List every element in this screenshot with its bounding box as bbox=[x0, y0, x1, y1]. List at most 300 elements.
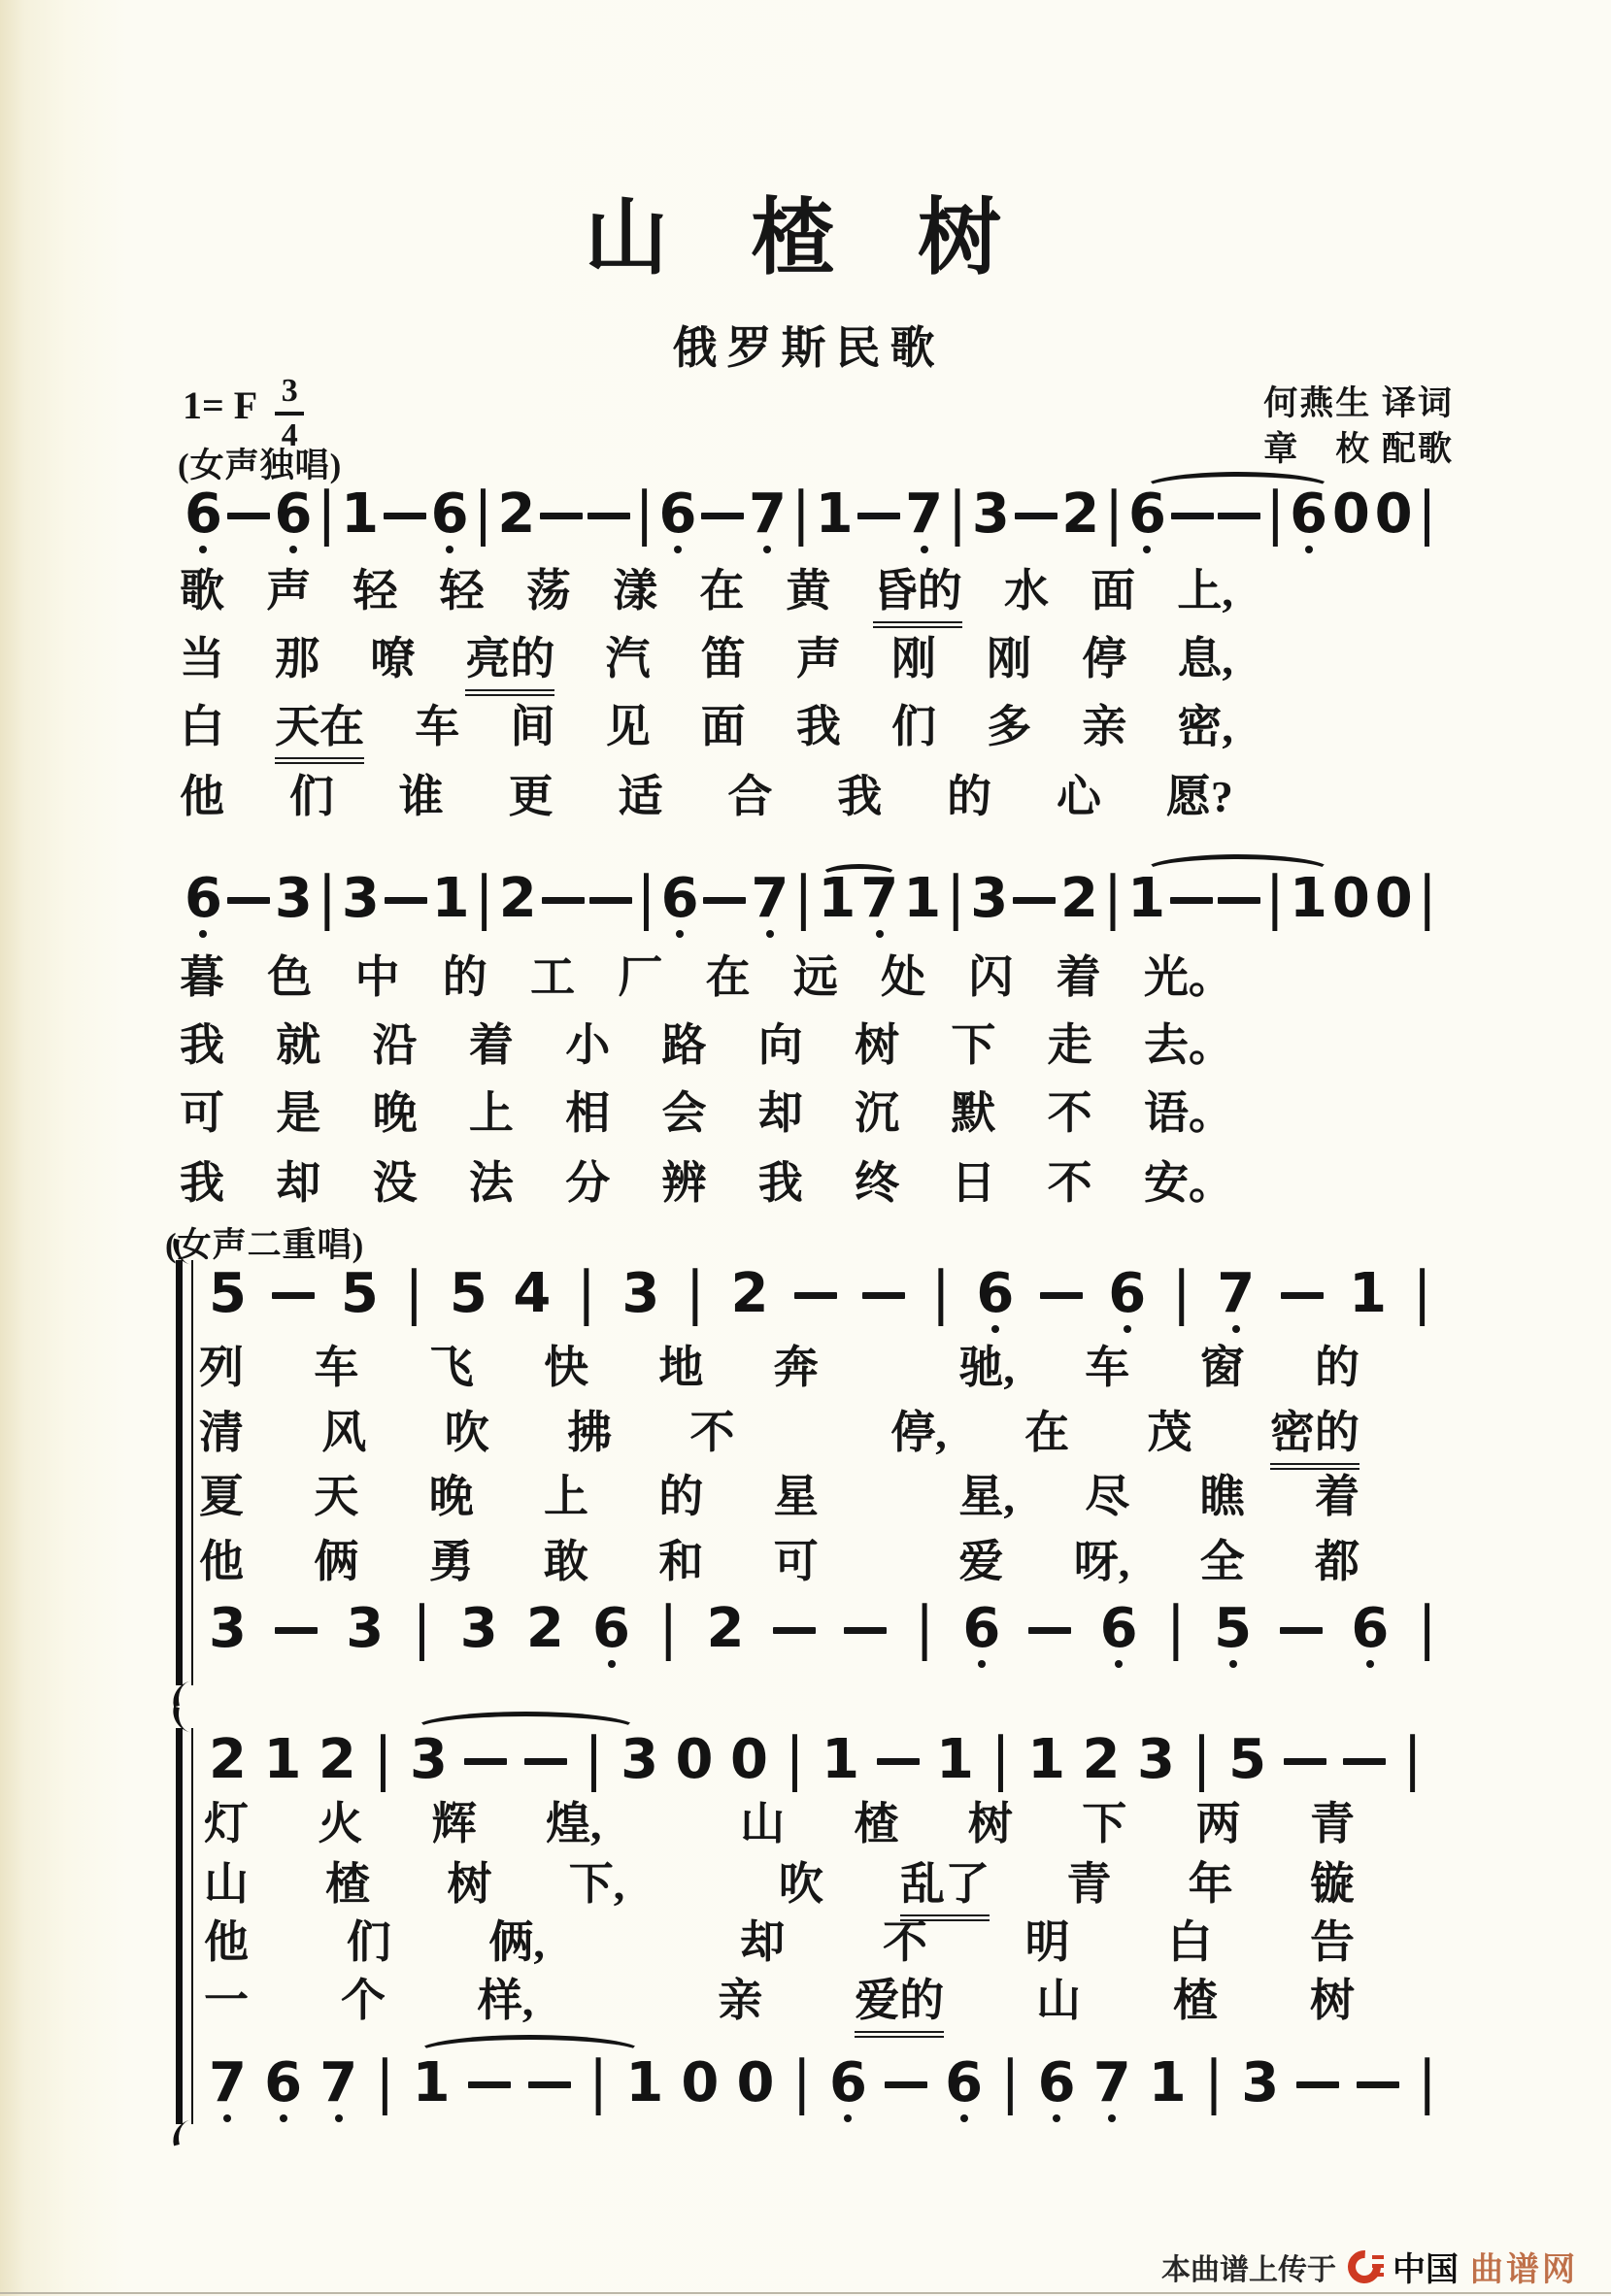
note-token: 1 bbox=[1027, 1728, 1066, 1791]
lyric-syllable: 停, bbox=[890, 1408, 947, 1457]
note-token: | bbox=[412, 1594, 432, 1662]
note-token bbox=[272, 1292, 315, 1299]
footer-upload-text: 本曲谱上传于 bbox=[1161, 2253, 1336, 2286]
lyric-syllable: 向 bbox=[757, 1020, 803, 1070]
lyric-syllable: 树 bbox=[967, 1799, 1013, 1848]
lyric-syllable: 愿? bbox=[1165, 772, 1233, 821]
note-token: 0 bbox=[681, 2051, 720, 2114]
note-token: 7 bbox=[905, 482, 944, 546]
lyric-syllable: 告 bbox=[1310, 1917, 1355, 1967]
note-token bbox=[844, 1627, 887, 1634]
credit-arranger: 章 枚 配歌 bbox=[1263, 430, 1454, 468]
note-token: | bbox=[946, 864, 966, 932]
lyric-syllable: 吹 bbox=[778, 1859, 823, 1909]
lyric-syllable: 青 bbox=[1309, 1799, 1355, 1848]
lyric-syllable: 山 bbox=[204, 1859, 249, 1909]
lyric-syllable: 终 bbox=[855, 1158, 900, 1208]
lyric-syllable: 刚 bbox=[987, 634, 1032, 683]
lyric-syllable: 笛 bbox=[700, 634, 746, 683]
lyric-line-duet2-4 bbox=[204, 1973, 1355, 2038]
lyric-syllable: 不 bbox=[689, 1408, 735, 1457]
note-token bbox=[275, 1627, 318, 1634]
note-token: | bbox=[1417, 480, 1437, 548]
lyric-line-duet1-3 bbox=[199, 1469, 1359, 1525]
note-token: 5 bbox=[209, 1262, 247, 1325]
lyric-syllable: 嘹 bbox=[370, 634, 416, 683]
note-token: 6 bbox=[1351, 1597, 1390, 1660]
lyric-line-v2-2 bbox=[180, 1017, 1233, 1074]
lyric-syllable: 瞧 bbox=[1199, 1472, 1245, 1521]
note-token bbox=[524, 1758, 567, 1765]
footer-brand-china: 中国 bbox=[1393, 2252, 1459, 2288]
lyric-syllable: 清 bbox=[199, 1408, 244, 1457]
lyric-syllable: 面 bbox=[700, 702, 746, 751]
note-token: | bbox=[930, 1259, 951, 1327]
lyric-syllable: 会 bbox=[661, 1088, 707, 1138]
lyric-syllable: 着 bbox=[468, 1020, 514, 1070]
notation-line-duet2-lower bbox=[209, 2048, 1437, 2126]
lyric-syllable: 年 bbox=[1188, 1859, 1233, 1909]
note-token: 7 bbox=[1217, 1262, 1256, 1325]
lyric-syllable: 辨 bbox=[661, 1158, 707, 1208]
note-token: 2 bbox=[209, 1728, 247, 1791]
note-token: 6 bbox=[185, 867, 222, 930]
jianpu-notes bbox=[209, 1259, 1432, 1337]
lyric-syllable: 着 bbox=[1314, 1472, 1359, 1521]
lyric-syllable: 在 bbox=[699, 566, 745, 616]
note-token: | bbox=[785, 1725, 805, 1793]
lyric-syllable: 乱了 bbox=[900, 1856, 990, 1921]
lyric-syllable: 天在 bbox=[275, 699, 364, 764]
lyric-syllable: 列 bbox=[199, 1343, 244, 1392]
note-token: 1 bbox=[935, 1728, 974, 1791]
lyric-syllable: 沉 bbox=[855, 1088, 900, 1138]
note-token: | bbox=[317, 864, 337, 932]
lyric-syllable: 心 bbox=[1057, 772, 1101, 821]
note-token: 0 bbox=[729, 1728, 768, 1791]
note-token bbox=[1343, 1758, 1386, 1765]
lyric-syllable: 呀, bbox=[1073, 1537, 1130, 1586]
lyric-syllable: 见 bbox=[605, 702, 651, 751]
lyric-syllable: 上 bbox=[468, 1088, 514, 1138]
note-token: 2 bbox=[706, 1597, 745, 1660]
note-token: | bbox=[914, 1594, 935, 1662]
lyric-syllable: 亲 bbox=[718, 1976, 763, 2025]
note-token: 5 bbox=[1228, 1728, 1267, 1791]
lyric-syllable: 勇 bbox=[428, 1537, 474, 1586]
note-token: 6 bbox=[592, 1597, 630, 1660]
jianpu-notes bbox=[209, 2048, 1437, 2126]
lyric-syllable: 漾 bbox=[613, 566, 658, 616]
notation-line-duet1-upper bbox=[209, 1259, 1432, 1337]
lyric-syllable: 车 bbox=[314, 1343, 359, 1392]
note-token: 1 bbox=[625, 2051, 664, 2114]
note-token: 0 bbox=[1331, 867, 1370, 930]
lyric-syllable: 着 bbox=[1056, 952, 1101, 1002]
lyric-syllable: 他 bbox=[180, 772, 224, 821]
lyric-syllable: 间 bbox=[510, 702, 555, 751]
lyric-syllable: 远 bbox=[792, 952, 838, 1002]
lyric-syllable: 默 bbox=[951, 1088, 996, 1138]
lyric-syllable: 闪 bbox=[968, 952, 1014, 1002]
lyric-syllable: 两 bbox=[1195, 1799, 1241, 1848]
note-token: | bbox=[1417, 864, 1437, 932]
note-token: | bbox=[636, 864, 656, 932]
lyric-syllable: 的 bbox=[947, 772, 992, 821]
note-token: 6 bbox=[1108, 1262, 1147, 1325]
lyric-syllable: 当 bbox=[180, 634, 224, 683]
note-token: 6 bbox=[1037, 2051, 1076, 2114]
lyric-syllable: 镟 bbox=[1309, 1859, 1355, 1909]
lyric-syllable: 亲 bbox=[1082, 702, 1127, 751]
lyric-syllable: 我 bbox=[180, 1158, 224, 1208]
lyric-syllable: 茂 bbox=[1147, 1408, 1192, 1457]
note-token bbox=[1218, 513, 1260, 519]
lyric-syllable: 不 bbox=[1047, 1158, 1092, 1208]
footer bbox=[0, 2243, 1578, 2290]
note-token: | bbox=[474, 864, 494, 932]
system-brace bbox=[176, 1260, 193, 1685]
lyric-syllable: 青 bbox=[1066, 1859, 1112, 1909]
note-token bbox=[227, 513, 270, 519]
note-token: 6 bbox=[1099, 1597, 1138, 1660]
notation-line-solo-2 bbox=[185, 864, 1437, 942]
note-token: 5 bbox=[1214, 1597, 1253, 1660]
lyric-syllable: 歌 bbox=[180, 566, 224, 616]
note-token: 1 bbox=[1148, 2051, 1187, 2114]
note-token: | bbox=[317, 480, 337, 548]
lyric-syllable: 路 bbox=[661, 1020, 707, 1070]
lyric-syllable: 就 bbox=[276, 1020, 321, 1070]
lyric-syllable: 星, bbox=[958, 1472, 1015, 1521]
lyric-syllable: 样, bbox=[477, 1976, 534, 2025]
lyric-syllable: 停 bbox=[1082, 634, 1127, 683]
lyric-syllable: 灯 bbox=[204, 1799, 249, 1848]
note-token bbox=[794, 1292, 837, 1299]
note-token bbox=[384, 513, 426, 519]
note-token bbox=[701, 513, 744, 519]
note-token: 3 bbox=[341, 867, 380, 930]
note-token: | bbox=[658, 1594, 679, 1662]
note-token: 6 bbox=[264, 2051, 303, 2114]
lyric-syllable: 安。 bbox=[1143, 1158, 1233, 1208]
note-token bbox=[1015, 513, 1057, 519]
meter-denominator: 4 bbox=[281, 417, 298, 453]
note-token bbox=[857, 513, 900, 519]
lyric-syllable: 窗 bbox=[1199, 1343, 1245, 1392]
lyric-syllable: 晚 bbox=[428, 1472, 474, 1521]
lyric-syllable: 适 bbox=[618, 772, 663, 821]
note-token bbox=[1040, 1292, 1083, 1299]
lyric-syllable: 敢 bbox=[544, 1537, 589, 1586]
note-token: | bbox=[404, 1259, 424, 1327]
note-token: | bbox=[584, 1725, 604, 1793]
note-token: 3 bbox=[209, 1597, 247, 1660]
lyric-syllable: 荡 bbox=[525, 566, 571, 616]
lyric-syllable: 下 bbox=[1082, 1799, 1127, 1848]
note-token: | bbox=[947, 480, 968, 548]
lyric-syllable: 那 bbox=[275, 634, 320, 683]
lyric-syllable: 却 bbox=[276, 1158, 321, 1208]
lyric-syllable: 我 bbox=[757, 1158, 803, 1208]
note-token: 1 bbox=[431, 867, 470, 930]
key-tonic: 1= F bbox=[183, 383, 258, 427]
note-token: 1 bbox=[412, 2051, 451, 2114]
lyric-syllable: 白 bbox=[1167, 1917, 1213, 1967]
note-token: 6 bbox=[185, 482, 222, 546]
note-token: 0 bbox=[1374, 482, 1413, 546]
section-label-duet: (女声二重唱) bbox=[165, 1226, 365, 1264]
lyric-syllable: 处 bbox=[881, 952, 926, 1002]
lyric-syllable: 飞 bbox=[428, 1343, 474, 1392]
lyric-syllable: 上, bbox=[1177, 566, 1233, 616]
lyric-syllable: 我 bbox=[795, 702, 841, 751]
note-token: | bbox=[1171, 1259, 1191, 1327]
lyric-syllable: 一 bbox=[204, 1976, 249, 2025]
lyric-syllable: 晚 bbox=[372, 1088, 418, 1138]
notation-line-duet2-upper bbox=[209, 1725, 1423, 1803]
jianpu-notes bbox=[209, 1725, 1423, 1803]
note-token: 4 bbox=[513, 1262, 552, 1325]
lyric-syllable: 俩 bbox=[314, 1537, 359, 1586]
note-token: 6 bbox=[945, 2051, 984, 2114]
note-token: 7 bbox=[751, 867, 789, 930]
lyric-syllable: 奔 bbox=[773, 1343, 819, 1392]
lyric-syllable: 走 bbox=[1047, 1020, 1092, 1070]
note-token: 5 bbox=[340, 1262, 379, 1325]
note-token: | bbox=[1102, 864, 1124, 932]
lyric-syllable: 树 bbox=[855, 1020, 900, 1070]
meter-bar bbox=[275, 412, 304, 416]
note-token: 6 bbox=[828, 2051, 867, 2114]
note-token: 2 bbox=[1061, 482, 1100, 546]
note-token: 3 bbox=[410, 1728, 448, 1791]
note-token bbox=[1013, 897, 1056, 904]
lyric-syllable: 树 bbox=[1310, 1976, 1355, 2025]
lyric-syllable: 更 bbox=[508, 772, 554, 821]
lyric-line-v1-2 bbox=[180, 631, 1233, 696]
notation-line-duet1-lower bbox=[209, 1594, 1437, 1672]
lyric-line-v1-3 bbox=[180, 699, 1233, 764]
note-token bbox=[227, 897, 270, 904]
lyric-syllable: 多 bbox=[987, 702, 1032, 751]
lyric-syllable: 暮 bbox=[180, 952, 224, 1002]
lyric-syllable: 没 bbox=[372, 1158, 418, 1208]
note-token bbox=[1170, 897, 1213, 904]
lyric-syllable: 的 bbox=[442, 952, 487, 1002]
footer-brand-site: 曲谱网 bbox=[1470, 2252, 1578, 2288]
system-brace bbox=[176, 1728, 193, 2124]
lyric-syllable: 昏的 bbox=[873, 563, 962, 628]
lyric-syllable: 息, bbox=[1177, 634, 1233, 683]
note-token bbox=[1218, 897, 1260, 904]
lyric-syllable: 辉 bbox=[431, 1799, 477, 1848]
note-token: 1 bbox=[822, 1728, 860, 1791]
lyric-syllable: 亮的 bbox=[465, 631, 554, 696]
lyric-syllable: 和 bbox=[658, 1537, 704, 1586]
scan-bottom-edge bbox=[0, 2292, 1611, 2294]
note-token: | bbox=[1000, 2048, 1021, 2116]
lyric-line-v2-4 bbox=[180, 1155, 1233, 1212]
lyric-syllable: 声 bbox=[266, 566, 312, 616]
lyric-syllable: 树 bbox=[447, 1859, 492, 1909]
note-token: 0 bbox=[736, 2051, 775, 2114]
note-token: | bbox=[793, 864, 814, 932]
note-token: | bbox=[791, 2048, 812, 2116]
lyric-line-duet1-2 bbox=[199, 1405, 1359, 1470]
lyric-syllable: 中 bbox=[354, 952, 400, 1002]
lyric-line-v2-3 bbox=[180, 1085, 1233, 1142]
note-token bbox=[1281, 1292, 1324, 1299]
note-token: | bbox=[473, 480, 493, 548]
note-token: 0 bbox=[675, 1728, 714, 1791]
note-token bbox=[542, 897, 585, 904]
lyric-syllable: 的 bbox=[658, 1472, 704, 1521]
note-token: 2 bbox=[1060, 867, 1098, 930]
lyric-syllable: 在 bbox=[1024, 1408, 1070, 1457]
qupu-logo-icon bbox=[1348, 2250, 1381, 2283]
lyric-syllable: 光。 bbox=[1143, 952, 1233, 1002]
lyric-syllable: 个 bbox=[340, 1976, 386, 2025]
note-token: 2 bbox=[525, 1597, 564, 1660]
lyric-syllable: 却 bbox=[740, 1917, 786, 1967]
note-token: 6 bbox=[1127, 482, 1166, 546]
note-token: 1 bbox=[818, 867, 856, 930]
note-token bbox=[877, 1758, 920, 1765]
lyric-syllable: 车 bbox=[415, 702, 460, 751]
lyric-syllable: 楂 bbox=[1173, 1976, 1219, 2025]
lyric-syllable: 下, bbox=[568, 1859, 625, 1909]
lyric-syllable: 我 bbox=[180, 1020, 224, 1070]
lyric-syllable: 却 bbox=[757, 1088, 803, 1138]
lyric-syllable: 不 bbox=[882, 1917, 927, 1967]
note-token: | bbox=[1417, 2048, 1437, 2116]
lyric-syllable: 爱的 bbox=[855, 1973, 944, 2038]
lyric-syllable: 上 bbox=[544, 1472, 589, 1521]
lyric-syllable: 刚 bbox=[890, 634, 936, 683]
lyric-line-duet2-2 bbox=[204, 1856, 1355, 1921]
note-token: | bbox=[1417, 1594, 1437, 1662]
note-token: | bbox=[587, 2048, 609, 2116]
note-token: | bbox=[634, 480, 654, 548]
note-token: | bbox=[373, 1725, 393, 1793]
note-token bbox=[385, 897, 427, 904]
note-token: 0 bbox=[1331, 482, 1370, 546]
lyric-syllable: 风 bbox=[321, 1408, 367, 1457]
note-token: 3 bbox=[621, 1262, 660, 1325]
lyric-syllable: 山 bbox=[1036, 1976, 1082, 2025]
lyric-line-duet2-1 bbox=[204, 1796, 1355, 1852]
note-token: 3 bbox=[459, 1597, 498, 1660]
lyric-syllable: 可 bbox=[180, 1088, 224, 1138]
note-token bbox=[1280, 1627, 1323, 1634]
lyric-syllable: 拂 bbox=[567, 1408, 613, 1457]
credits bbox=[1263, 381, 1454, 472]
note-token: 3 bbox=[274, 867, 313, 930]
lyric-syllable: 我 bbox=[837, 772, 883, 821]
lyric-syllable: 黄 bbox=[786, 566, 831, 616]
note-token bbox=[540, 513, 583, 519]
lyric-syllable: 小 bbox=[565, 1020, 611, 1070]
note-token: | bbox=[685, 1259, 705, 1327]
lyric-syllable: 俩, bbox=[488, 1917, 545, 1967]
note-token: 6 bbox=[976, 1262, 1015, 1325]
lyric-syllable: 色 bbox=[267, 952, 313, 1002]
note-token: 1 bbox=[1127, 867, 1166, 930]
lyric-syllable: 工 bbox=[530, 952, 576, 1002]
lyric-syllable: 密, bbox=[1177, 702, 1233, 751]
lyric-syllable: 不 bbox=[1047, 1088, 1092, 1138]
lyric-syllable: 楂 bbox=[854, 1799, 899, 1848]
lyric-syllable: 他 bbox=[199, 1537, 244, 1586]
note-token bbox=[528, 2081, 571, 2088]
lyric-syllable: 煌, bbox=[546, 1799, 602, 1848]
lyric-syllable: 法 bbox=[468, 1158, 514, 1208]
note-token: 3 bbox=[346, 1597, 385, 1660]
lyric-syllable: 沿 bbox=[372, 1020, 418, 1070]
lyric-syllable: 明 bbox=[1024, 1917, 1070, 1967]
lyric-syllable: 山 bbox=[740, 1799, 786, 1848]
note-token: 1 bbox=[1349, 1262, 1388, 1325]
note-token: | bbox=[576, 1259, 596, 1327]
note-token: 5 bbox=[449, 1262, 487, 1325]
note-token: 7 bbox=[319, 2051, 358, 2114]
note-token: | bbox=[1104, 480, 1124, 548]
note-token: 3 bbox=[1136, 1728, 1175, 1791]
note-token: | bbox=[1412, 1259, 1432, 1327]
note-token: 1 bbox=[1289, 867, 1327, 930]
lyric-syllable: 车 bbox=[1085, 1343, 1130, 1392]
note-token: 3 bbox=[971, 482, 1010, 546]
lyric-syllable: 分 bbox=[565, 1158, 611, 1208]
lyric-syllable: 面 bbox=[1091, 566, 1136, 616]
note-token bbox=[1028, 1627, 1071, 1634]
lyric-line-v1-4 bbox=[180, 769, 1233, 825]
lyric-syllable: 星 bbox=[773, 1472, 819, 1521]
lyric-syllable: 是 bbox=[276, 1088, 321, 1138]
lyric-syllable: 驰, bbox=[958, 1343, 1015, 1392]
note-token: | bbox=[1203, 2048, 1225, 2116]
lyric-syllable: 去。 bbox=[1143, 1020, 1233, 1070]
note-token: 0 bbox=[1374, 867, 1413, 930]
note-token: | bbox=[990, 1725, 1011, 1793]
jianpu-notes bbox=[209, 1594, 1437, 1672]
lyric-syllable: 谁 bbox=[398, 772, 444, 821]
note-token bbox=[1296, 2081, 1339, 2088]
lyric-syllable: 楂 bbox=[325, 1859, 371, 1909]
lyric-syllable: 白 bbox=[180, 702, 224, 751]
note-token: 1 bbox=[903, 867, 942, 930]
note-token: 3 bbox=[1241, 2051, 1280, 2114]
lyric-line-v2-1 bbox=[180, 949, 1233, 1006]
lyric-syllable: 天 bbox=[314, 1472, 359, 1521]
note-token: | bbox=[1264, 864, 1286, 932]
note-token bbox=[862, 1292, 905, 1299]
lyric-line-duet1-1 bbox=[199, 1340, 1359, 1396]
lyric-syllable: 声 bbox=[795, 634, 841, 683]
lyric-syllable: 火 bbox=[318, 1799, 363, 1848]
song-subtitle-wrap bbox=[180, 313, 1437, 377]
section-label-solo: (女声独唱) bbox=[178, 447, 343, 484]
notation-line-solo-1 bbox=[185, 480, 1437, 557]
lyric-syllable: 轻 bbox=[439, 566, 485, 616]
credit-lyricist: 何燕生 译词 bbox=[1263, 384, 1454, 422]
lyric-syllable: 们 bbox=[890, 702, 936, 751]
page-title bbox=[180, 192, 1437, 284]
note-token bbox=[589, 897, 632, 904]
lyric-syllable: 尽 bbox=[1085, 1472, 1130, 1521]
lyric-syllable: 下 bbox=[951, 1020, 996, 1070]
